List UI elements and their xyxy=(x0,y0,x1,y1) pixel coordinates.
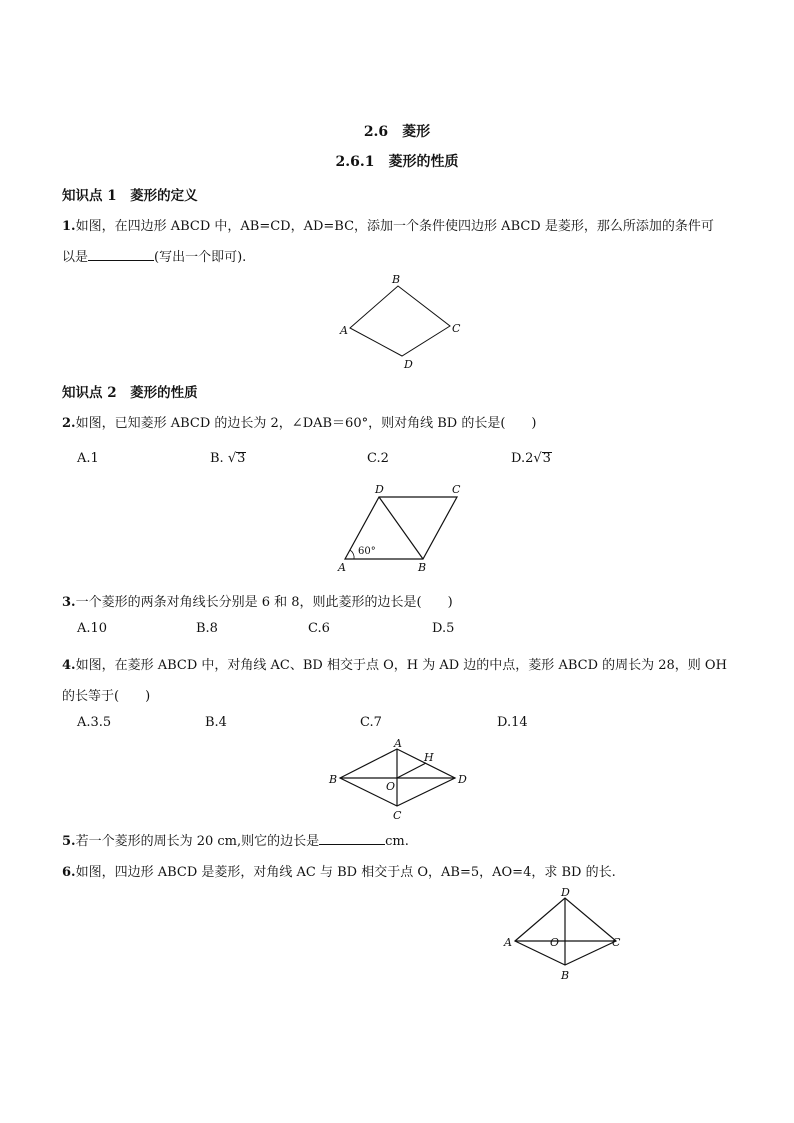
question-5-unit: cm. xyxy=(385,834,409,849)
label-a: A xyxy=(394,737,402,750)
question-4-line-1 xyxy=(62,654,727,673)
question-5-line xyxy=(62,830,409,849)
section-heading-2: 知识点 2 菱形的性质 xyxy=(62,385,198,401)
q4-option-c[interactable]: C.7 xyxy=(360,715,382,730)
rhombus-shape xyxy=(350,286,450,356)
question-4-number: 4. xyxy=(62,658,76,673)
question-1-line-2 xyxy=(62,246,246,265)
label-o: O xyxy=(550,936,560,949)
diagonal-bd xyxy=(379,497,423,559)
q3-option-b[interactable]: B.8 xyxy=(196,621,218,636)
question-3-text: 一个菱形的两条对角线长分别是 6 和 8，则此菱形的边长是( ) xyxy=(75,595,453,610)
question-2-number: 2. xyxy=(62,416,76,431)
label-a: A xyxy=(504,936,512,949)
q3-option-d[interactable]: D.5 xyxy=(432,621,455,636)
question-3-number: 3. xyxy=(62,595,76,610)
angle-label: 60° xyxy=(358,546,376,557)
label-c: C xyxy=(612,936,621,949)
question-1-number: 1. xyxy=(62,219,76,234)
label-d: D xyxy=(404,358,413,371)
q2-option-d[interactable]: D.2√3 xyxy=(511,451,551,466)
label-b: B xyxy=(561,969,570,982)
question-5-text: 若一个菱形的周长为 20 cm,则它的边长是 xyxy=(75,834,320,849)
label-a: A xyxy=(338,561,346,574)
label-h: H xyxy=(424,751,434,764)
label-o: O xyxy=(386,780,396,793)
question-4-text: 如图，在菱形 ABCD 中，对角线 AC、BD 相交于点 O，H 为 AD 边的中点，菱形 ABCD 的周长为 28，则 OH xyxy=(75,658,727,673)
question-6-line xyxy=(62,861,616,880)
question-6-text: 如图，四边形 ABCD 是菱形，对角线 AC 与 BD 相交于点 O，AB=5，AO=4，求 BD 的长. xyxy=(75,865,616,880)
label-c: C xyxy=(393,809,402,822)
question-5-number: 5. xyxy=(62,834,76,849)
q3-option-a[interactable]: A.10 xyxy=(77,621,108,636)
question-3-line xyxy=(62,591,453,610)
q4-option-b[interactable]: B.4 xyxy=(205,715,227,730)
page-title: 2.6 菱形 xyxy=(363,124,431,140)
angle-arc xyxy=(350,550,354,559)
q2-option-d-prefix: D.2 xyxy=(511,451,534,466)
question-1-prefix: 以是 xyxy=(62,250,89,265)
q2-option-b-prefix: B. xyxy=(210,451,224,466)
label-c: C xyxy=(452,322,461,335)
q2-option-c[interactable]: C.2 xyxy=(367,451,389,466)
answer-blank-1[interactable] xyxy=(88,248,154,261)
q2-option-d-radicand: 3 xyxy=(542,451,551,466)
question-2-text: 如图，已知菱形 ABCD 的边长为 2，∠DAB＝60°，则对角线 BD 的长是( ) xyxy=(75,416,537,431)
label-b: B xyxy=(418,561,427,574)
answer-blank-5[interactable] xyxy=(319,832,385,845)
question-1-line-1 xyxy=(62,215,714,234)
q3-option-c[interactable]: C.6 xyxy=(308,621,330,636)
figure-q2-rhombus xyxy=(330,480,480,580)
section-heading-1: 知识点 1 菱形的定义 xyxy=(62,188,198,204)
question-1-text: 如图，在四边形 ABCD 中，AB=CD，AD=BC，添加一个条件使四边形 ABCD 是菱形，那么所添加的条件可 xyxy=(75,219,714,234)
segment-oh xyxy=(397,763,426,778)
label-d: D xyxy=(375,483,384,496)
label-c: C xyxy=(452,483,461,496)
page-subtitle: 2.6.1 菱形的性质 xyxy=(335,154,459,170)
q4-option-d[interactable]: D.14 xyxy=(497,715,528,730)
label-d: D xyxy=(561,886,570,899)
figure-q6-rhombus xyxy=(500,884,635,984)
q4-option-a[interactable]: A.3.5 xyxy=(77,715,112,730)
question-2-line xyxy=(62,412,536,431)
label-b: B xyxy=(329,773,338,786)
q2-option-b-radicand: 3 xyxy=(237,451,246,466)
question-6-number: 6. xyxy=(62,865,76,880)
question-4-line-2: 的长等于( ) xyxy=(62,689,151,704)
label-d: D xyxy=(458,773,467,786)
q2-option-a[interactable]: A.1 xyxy=(77,451,99,466)
figure-q1-rhombus xyxy=(330,268,470,372)
label-b: B xyxy=(392,273,401,286)
question-1-suffix: (写出一个即可). xyxy=(154,250,247,265)
figure-q4-rhombus xyxy=(320,735,480,825)
q2-option-b[interactable]: B. √3 xyxy=(210,451,246,466)
label-a: A xyxy=(340,324,348,337)
